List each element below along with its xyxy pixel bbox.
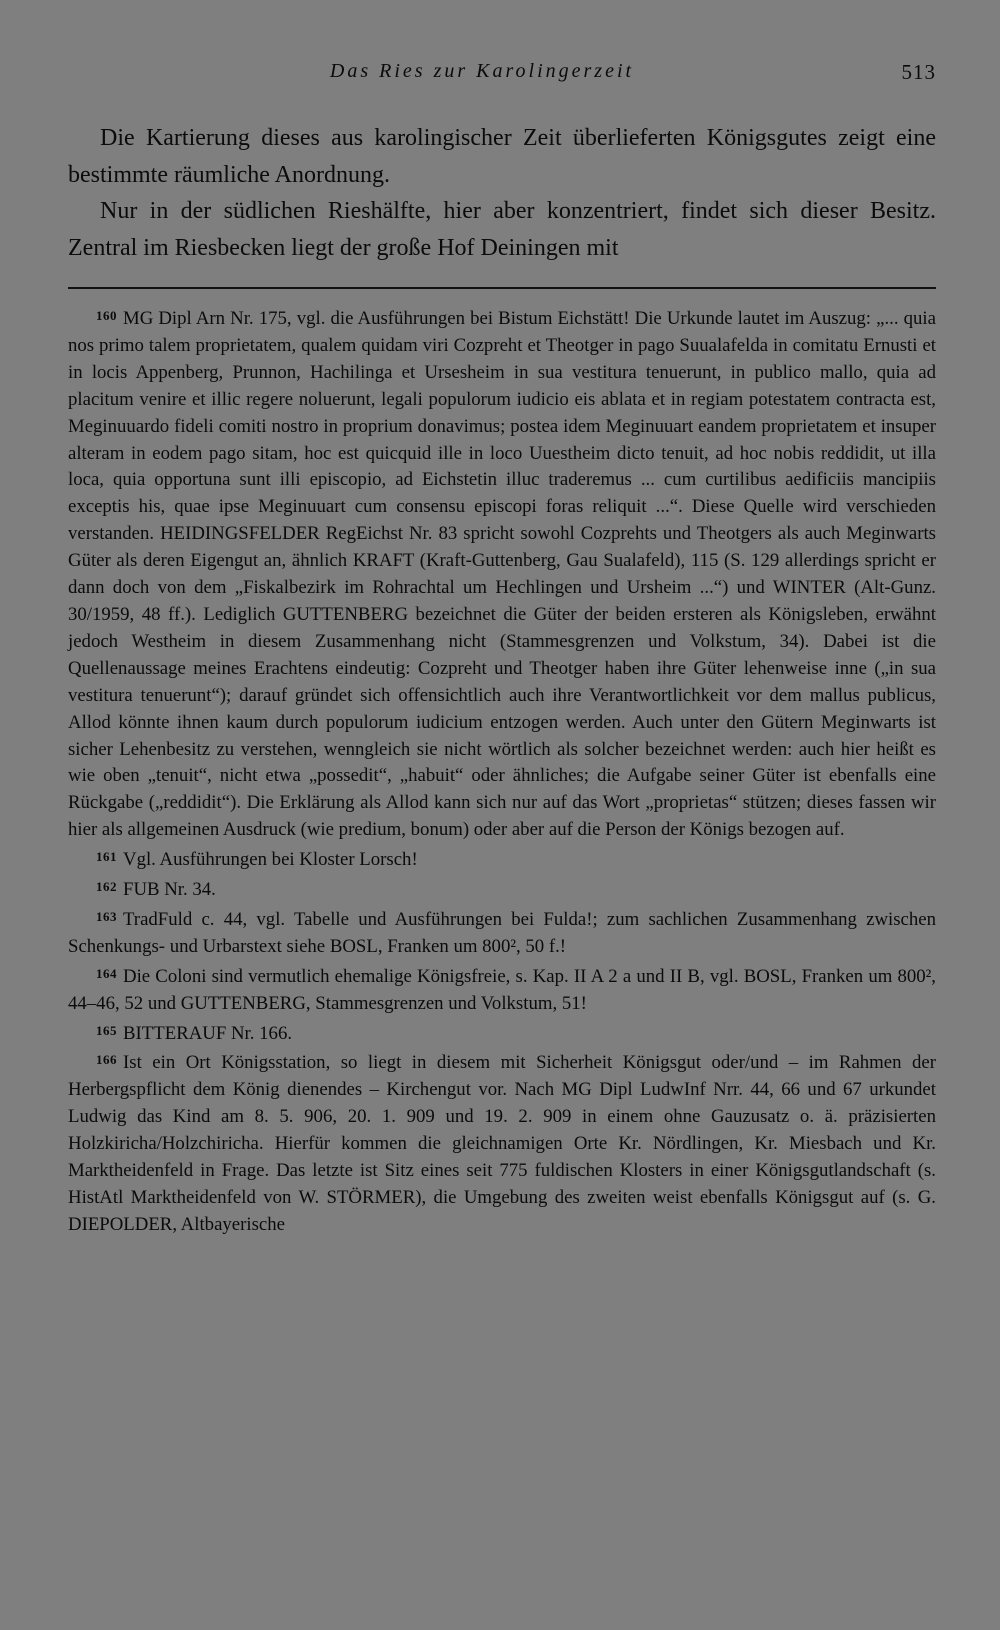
- footnote-text: FUB Nr. 34.: [123, 879, 216, 901]
- body-paragraph: Nur in der südlichen Rieshälfte, hier aber konzentriert, findet sich dieser Besitz. Zentral im Riesbecken liegt der große Hof Deiningen mit: [68, 198, 936, 261]
- running-title: Das Ries zur Karolingerzeit: [329, 60, 635, 82]
- footnote-number: 161: [96, 849, 117, 865]
- footnote: [68, 1047, 936, 1238]
- footnote-text: Vgl. Ausführungen bei Kloster Lorsch!: [123, 849, 418, 871]
- footnote: [68, 904, 936, 961]
- body-paragraph: Die Kartierung dieses aus karolingischer Zeit überlieferten Königsgutes zeigt eine bestimmte räumliche Anordnung.: [68, 125, 936, 188]
- footnote: [68, 961, 936, 1018]
- footnote: [68, 303, 936, 844]
- footnote-text: Die Coloni sind vermutlich ehemalige Königsfreie, s. Kap. II A 2 a und II B, vgl. BOSL, Franken um 800², 44–46, 52 und GUTTENBERG, Stammesgrenzen und Volkstum, 51!: [68, 965, 936, 1014]
- page-number: 513: [901, 60, 936, 84]
- footnote-number: 166: [96, 1052, 117, 1068]
- footnote-number: 160: [96, 308, 117, 323]
- footnote: [68, 874, 936, 904]
- footnote-number: 162: [96, 879, 117, 895]
- footnote-separator: [68, 287, 936, 289]
- footnote: [68, 1018, 936, 1048]
- footnote-text: MG Dipl Arn Nr. 175, vgl. die Ausführungen bei Bistum Eichstätt! Die Urkunde lautet im Auszug: „... quia nos primo talem proprietatem, qualem quidam viri Cozpreht et Theotger in pago Suualafelda in comitatu Ernusti et in locis Appenberg, Prunnon, Hachilinga et Ursesheim in sua vestitura tenuerunt, in publico mallo, quia ad placitum venire et illic regere noluerunt, legali populorum iudicio eis ablata et in regiam potestatem contracta est, Meginuuardo fideli comiti nostro in proprium donavimus; postea idem Meginuuart eandem proprietatem et insuper alteram in eodem pago sitam, hoc est quicquid ille in loco Uuestheim dicto tenuit, ad hoc nobis reddidit, ut illa loca, quia opportuna sunt illi episcopio, ad Eichstetin illuc traderemus ... cum curtilibus aedificiis mancipiis exceptis his, quae ipse Meginuuart cum consensu episcopi foras reliquit ...“. Diese Quelle wird verschieden verstanden. HEIDINGSFELDER RegEichst Nr. 83 spricht sowohl Cozprehts und Theotgers als auch Meginwarts Güter als deren Eigengut an, ähnlich KRAFT (Kraft-Guttenberg, Gau Sualafeld), 115 (S. 129 allerdings spricht er dann doch von dem „Fiskalbezirk im Rohrachtal um Hechlingen und Ursheim ...“) und WINTER (Alt-Gunz. 30/1959, 48 ff.). Lediglich GUTTENBERG bezeichnet die Güter der beiden ersteren als Königsleben, erwähnt jedoch Westheim in diesem Zusammenhang nicht (Stammesgrenzen und Volkstum, 34). Dabei ist die Quellenaussage meines Erachtens eindeutig: Cozpreht und Theotger haben ihre Güter lehenweise inne („in sua vestitura tenuerunt“); darauf gründet sich offensichtlich auch ihre Verantwortlichkeit vor dem mallus publicus, Allod könnte ihnen kaum durch populorum iudicium entzogen werden. Auch unter den Gütern Meginwarts ist sicher Lehenbesitz zu verstehen, wenngleich sie nicht wörtlich als solcher bezeichnet werden: auch hier heißt es wie oben „tenuit“, nicht etwa „possedit“, „habuit“ oder ähnliches; die Aufgabe seiner Güter ist ebenfalls eine Rückgabe („reddidit“). Die Erklärung als Allod kann sich nur auf das Wort „proprietas“ stützen; dieses fassen wir hier als allgemeinen Ausdruck (wie predium, bonum) oder aber auf die Person der Königs bezogen auf.: [68, 308, 936, 841]
- footnote-number: 165: [96, 1022, 117, 1038]
- footnote-text: Ist ein Ort Königsstation, so liegt in diesem mit Sicherheit Königsgut oder/und – im Rahmen der Herbergspflicht dem König dienendes – Kirchengut vor. Nach MG Dipl LudwInf Nrr. 44, 66 und 67 urkundet Ludwig das Kind am 8. 5. 906, 20. 1. 909 und 19. 2. 909 in einem ohne Gauzusatz o. ä. präzisierten Holzkiricha/Holzchiricha. Hierfür kommen die gleichnamigen Orte Kr. Nördlingen, Kr. Miesbach und Kr. Marktheidenfeld in Frage. Das letzte ist Sitz eines seit 775 fuldischen Klosters in einer Königsgutlandschaft (s. HistAtl Marktheidenfeld von W. STÖRMER), die Umgebung des zweiten weist ebenfalls Königsgut auf (s. G. DIEPOLDER, Altbayerische: [68, 1052, 936, 1235]
- footnote: [68, 844, 936, 874]
- running-head: [68, 60, 936, 90]
- document-page: [68, 60, 936, 1239]
- footnotes: [68, 303, 936, 1239]
- footnote-text: BITTERAUF Nr. 166.: [123, 1022, 293, 1044]
- footnote-number: 163: [96, 908, 117, 924]
- body-text: [68, 120, 936, 266]
- footnote-number: 164: [96, 965, 117, 981]
- footnote-text: TradFuld c. 44, vgl. Tabelle und Ausführungen bei Fulda!; zum sachlichen Zusammenhang zwischen Schenkungs- und Urbarstext siehe BOSL, Franken um 800², 50 f.!: [68, 908, 936, 957]
